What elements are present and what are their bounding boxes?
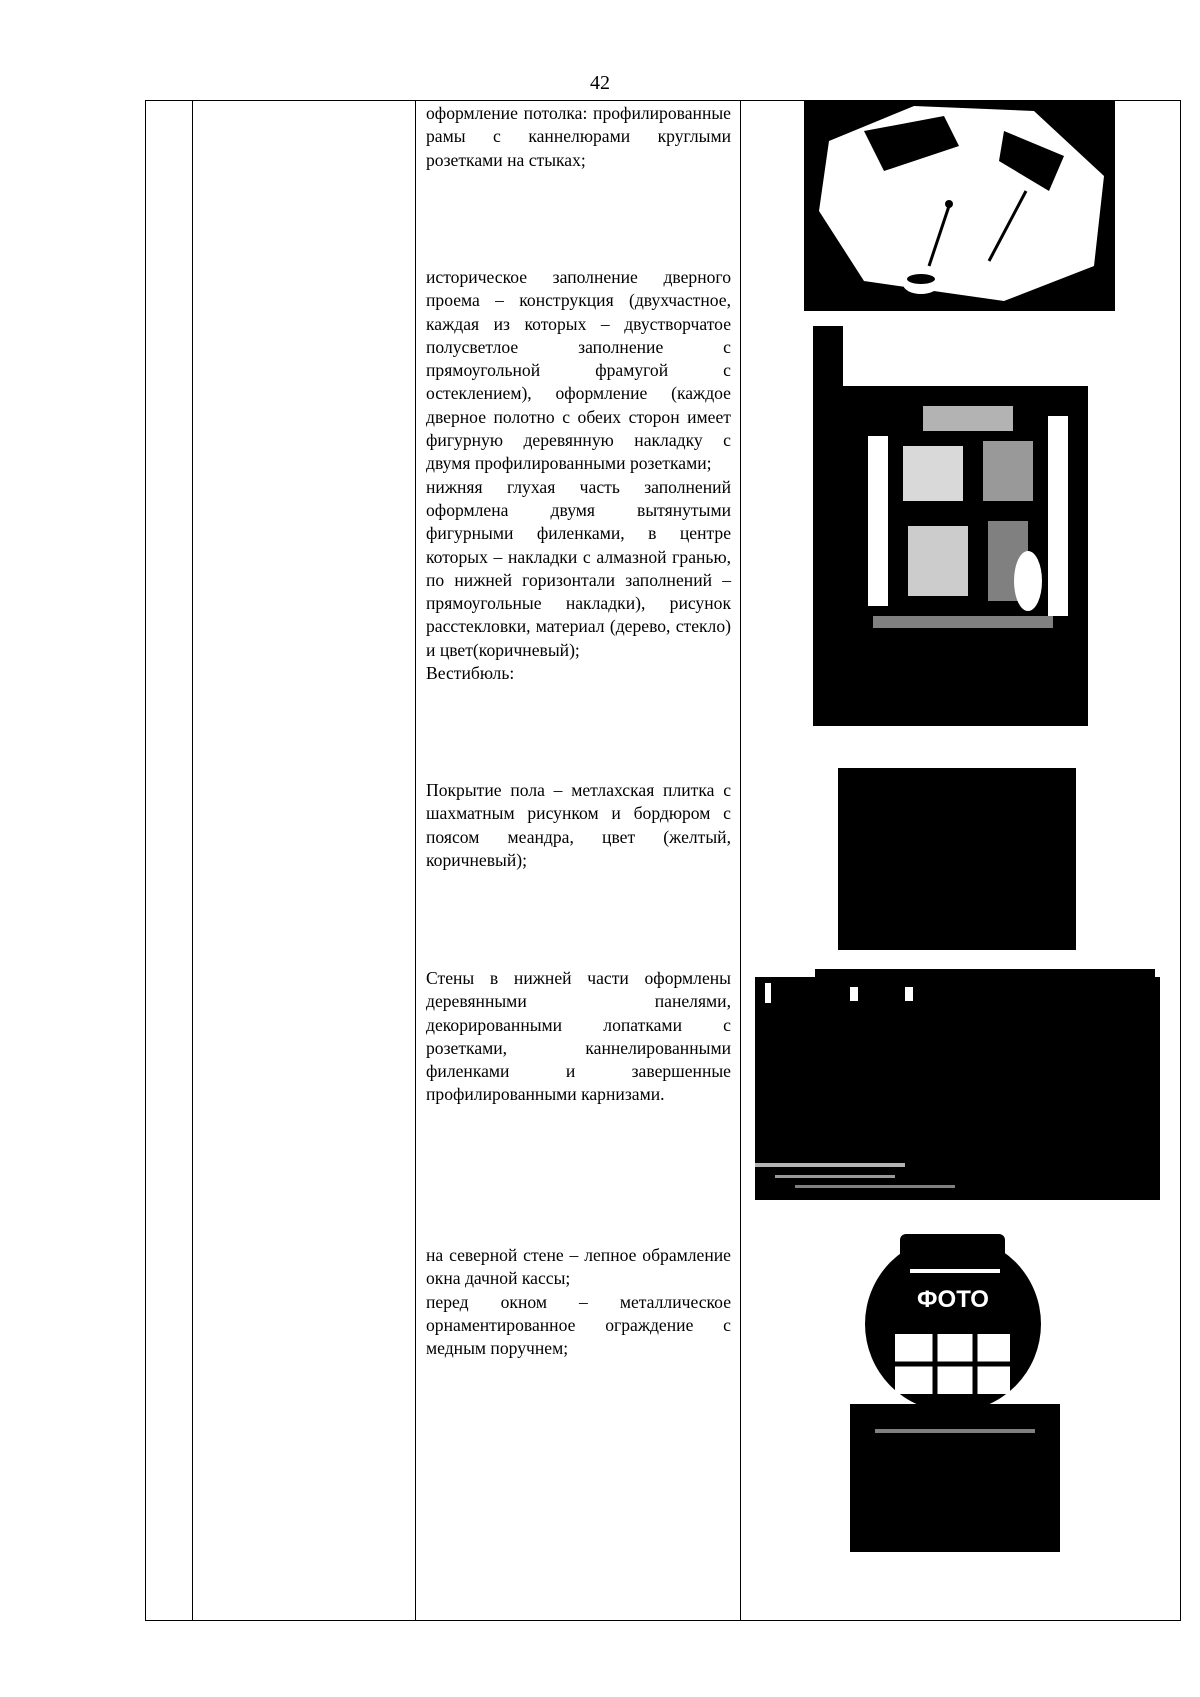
entry-floor-text xyxy=(426,779,731,872)
column-divider-1 xyxy=(192,101,193,1620)
paragraph: перед окном – металлическое орнаментированное ограждение с медным поручнем; xyxy=(426,1291,731,1359)
paragraph: Стены в нижней части оформлены деревянными панелями, декорированными лопатками с розетками, каннелированными филенками и завершенные профилированными карнизами. xyxy=(426,968,731,1105)
entry-north-wall-text xyxy=(426,1244,731,1360)
photo-cashier-window xyxy=(850,1214,1060,1552)
paragraph: Покрытие пола – метлахская плитка с шахматным рисунком и бордюром с поясом меандра, цвет (желтый, коричневый); xyxy=(426,780,731,870)
paragraph: оформление потолка: профилированные рамы с каннелюрами круглыми розетками на стыках; xyxy=(426,103,731,170)
entry-ceiling-text xyxy=(426,102,731,172)
paragraph: Вестибюль: xyxy=(426,663,515,684)
photo-floor xyxy=(838,768,1076,950)
page-number: 42 xyxy=(590,72,610,94)
paragraph: на северной стене – лепное обрамление окна дачной кассы; xyxy=(426,1245,731,1289)
paragraph: нижняя глухая часть заполнений оформлена двумя вытянутыми фигурными филенками, в центре которых – накладки с алмазной гранью, по нижней горизонтали заполнений – прямоугольные накладки), рисунок расстекловки, материал (дерево, стекло) и цвет(коричневый); xyxy=(426,476,731,660)
photo-sign-text: ФОТО xyxy=(917,1286,989,1313)
photo-door xyxy=(813,326,1105,726)
photo-ceiling xyxy=(804,101,1115,311)
photo-walls xyxy=(755,963,1160,1200)
column-divider-3 xyxy=(740,101,741,1620)
entry-door-text xyxy=(426,266,731,685)
column-divider-2 xyxy=(415,101,416,1620)
paragraph: историческое заполнение дверного проема – конструкция (двухчастное, каждая из которых – двустворчатое полусветлое заполнение с прямоугольной фрамугой с остеклением), оформление (каждое дверное полотно с обеих сторон имеет фигурную деревянную накладку с двумя профилированными розетками; xyxy=(426,267,731,474)
entry-walls-text xyxy=(426,967,731,1107)
